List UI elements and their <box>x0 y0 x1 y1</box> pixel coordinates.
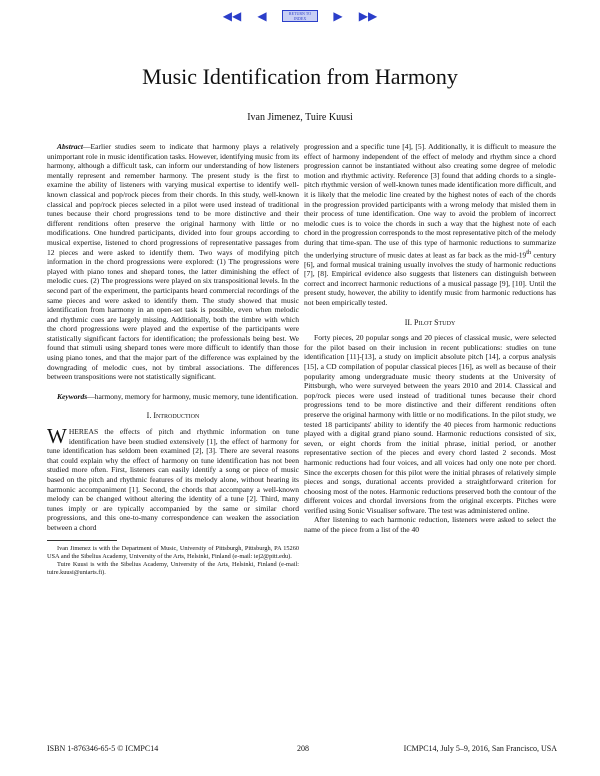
right-column <box>304 142 556 535</box>
introduction-paragraph <box>47 424 299 533</box>
introduction-text: HEREAS the effects of pitch and rhythmic information on tune identification have been studied extensively [1], the effect of harmony for tune identification has seldom been examined [2], [3]. There are several reasons that could explain why the effect of harmony on tune identification has not been studied more often. First, listeners can easily identify a song or piece of music based on the pitch and rhythmic features of its melody alone, without hearing its harmonic accompaniment [1]. Second, the chords that accompany a well-known melody can be changed without altering the identity of a tune [2]. Third, many tunes imply or are typically accompanied by the same or similar chord progressions, and this one-to-many correspondence can weaken the association between a chord <box>47 427 299 532</box>
first-page-icon[interactable]: ◀◀ <box>222 9 242 23</box>
last-page-icon[interactable]: ▶▶ <box>358 9 378 23</box>
section-heading-pilot-study: II. Pilot Study <box>404 317 456 327</box>
intro-continued-paragraph <box>304 142 556 308</box>
footnote-author-2: Tuire Kuusi is with the Sibelius Academy, University of the Arts, Helsinki, Finland (e-mail: tuire.kuusi@uniarts.fi). <box>47 560 299 576</box>
paper-authors: Ivan Jimenez, Tuire Kuusi <box>247 112 353 123</box>
return-to-index-button[interactable]: RETURN TO INDEX <box>282 10 318 22</box>
intro-continued-text: progression and a specific tune [4], [5]. Additionally, it is difficult to measure the effect of harmony independent of the effect of melody and rhythm since a chord progression cannot be instantiated without also creating some degree of melodic motion and rhythmic activity. Reference [3] found that adding chords to a single-pitch rhythmic version of well-known tunes made identification more difficult, and it is likely that the melodic line created by the highest notes of each of the chords in the progression provided participants with a wrong melody that misled them in their process of tune identification. One way to avoid the problem of incorrect melodic cues is to voice the chords in such a way that the highest note of each chord in the progression corresponds to the most representative pitch of the melody during that time-span. The use of this type of harmonic reductions to summarize the underlying structure of music dates at least as far back as the mid-19 <box>304 142 556 260</box>
navigation-bar <box>0 10 600 22</box>
keywords-label: Keywords <box>57 391 88 401</box>
intro-continued-text-2: century [6], and formal musical training usually involves the study of harmonic reductions [7], [8]. Empirical evidence also suggests that listeners can distinguish between correct and incorrect harmonic reductions of a musical passage [9], [10]. Until the present study, however, the ability to identify music from harmonic reductions has not been empirically tested. <box>304 250 556 308</box>
paper-title: Music Identification from Harmony <box>142 64 458 89</box>
abstract-label: Abstract <box>57 142 83 151</box>
keywords-text: —harmony, memory for harmony, music memory, tune identification. <box>87 391 299 401</box>
section-heading-introduction: I. Introduction <box>146 411 200 421</box>
footnote-author-1: Ivan Jimenez is with the Department of Music, University of Pittsburgh, Pittsburgh, PA 15260 USA and the Sibelius Academy, University of the Arts, Helsinki, Finland (e-mail: iej2@pitt.edu). <box>47 544 299 560</box>
pilot-study-paragraph: Forty pieces, 20 popular songs and 20 pieces of classical music, were selected for the pilot based on their inclusion in recent publications: studies on tune identification [11]-[13], a study on implicit absolute pitch [14], a corpus analysis [15], a CD compilation of popular classical pieces [16], as well as because of their popularity among undergraduate music theory students at the University of Pittsburgh, who were surveyed between the years 2010 and 2014. Classical and pop/rock pieces were used instead of traditional tunes because their chord progressions tend to be more distinctive and their different renditions often preserve the original harmony with little or no modifications. In the pilot study, we tested 18 participants' ability to identify the 40 pieces from harmonic reductions played with a digital grand piano sound. Harmonic reductions consisted of six, seven, or eight chords from the initial phrase, initial period, or another representative section of the pieces and every chord lasted 2 seconds. Most harmonic reductions had four voices, and all voices had only one note per chord. Since the excerpts chosen for this pilot were the initial phrases of relatively simple pieces and songs, durational accents provided a straightforward criterion for choosing most of the notes. Harmonic reductions preserved both the contour of the different voices and chordal inversions from the original excerpts. Pitches were verified using Sonic Visualiser software. The test was administered online. <box>304 333 556 515</box>
pilot-study-paragraph-2: After listening to each harmonic reduction, listeners were asked to select the name of the piece from a list of the 40 <box>304 515 556 535</box>
keywords <box>47 392 299 402</box>
previous-page-icon[interactable]: ◀ <box>257 9 267 23</box>
footer-isbn: ISBN 1-876346-65-5 © ICMPC14 <box>47 744 159 753</box>
abstract <box>47 142 299 382</box>
left-column <box>47 142 299 577</box>
next-page-icon[interactable]: ▶ <box>333 9 343 23</box>
drop-cap: W <box>47 424 67 449</box>
footnote-divider <box>47 540 117 541</box>
footer-conference: ICMPC14, July 5–9, 2016, San Francisco, USA <box>403 744 557 753</box>
superscript-th: th <box>526 248 532 256</box>
page-number: 208 <box>297 744 309 753</box>
abstract-text: —Earlier studies seem to indicate that harmony plays a relatively unimportant role in music identification tasks. However, identifying music from its harmony, although a difficult task, can inform our understanding of how listeners mentally represent and remember harmony. The present study is the first to examine the ability of listeners with varying musical expertise to identify well-known classical and pop/rock pieces from their chords. In this study, well-known classical and pop/rock pieces selected in a pilot were used instead of traditional tunes because their chord progressions tend to be more distinctive and their different renditions often preserve the original harmony with little or no modifications. One hundred participants, divided into four groups according to musical expertise, listened to chord progressions of representative passages from 12 pieces and were asked to identify them. Two ways of modifying pitch information in the chord progressions were explored: (1) The progressions were played with piano tones and shepard tones, the latter diminishing the effect of melodic cues. (2) The progressions were played on six transpositional levels. In the second part of the experiment, the participants heard commercial recordings of the same pieces and were asked to identify them. The study showed that music identification from harmony in an open-set task is possible, even when melodic and rhythmic cues are largely missing. Additionally, both the timbre with which the chord progressions were played and the expertise of the participants were statistically significant factors for identification; the professionals being best. We found that stimuli using shepard tones were more difficult to identify than those using piano tones, and that the major part of the difference was explained by the downgrading of melodic cues, not by timbral associations. The differences between transpositions were not statistically significant. <box>47 142 299 382</box>
